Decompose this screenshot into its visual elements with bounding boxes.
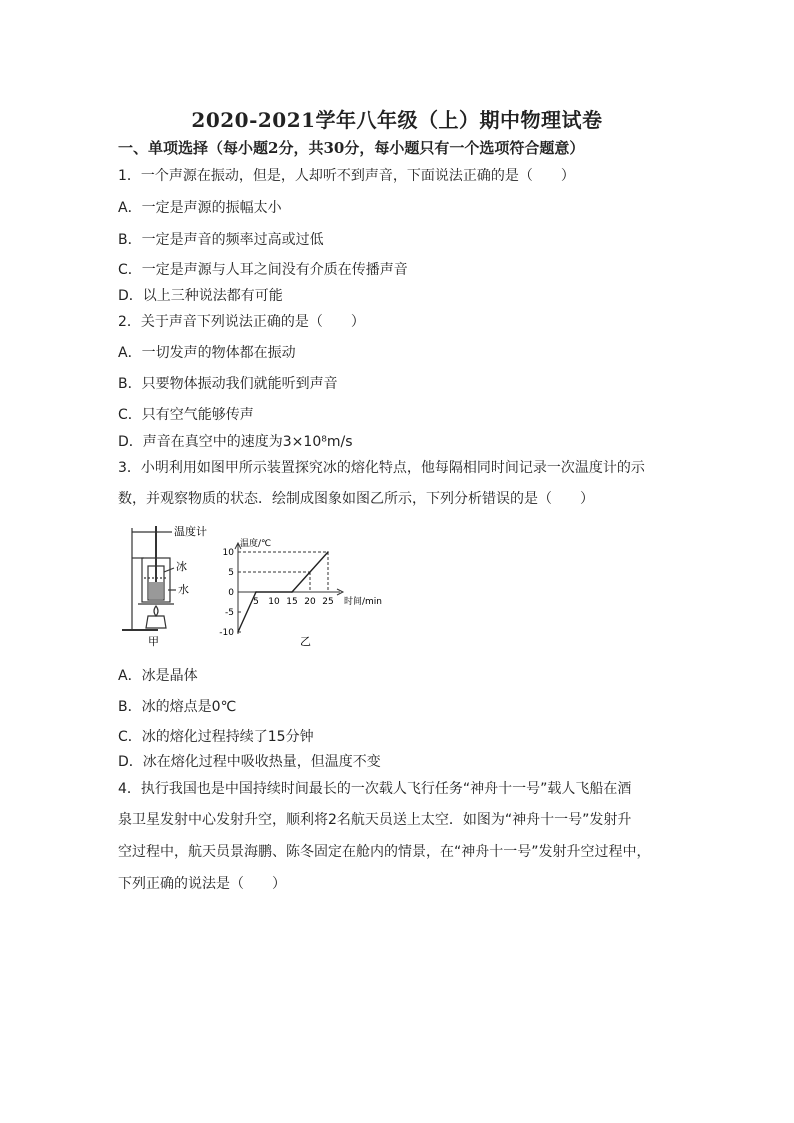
x-tick-label: 15 (286, 597, 298, 607)
ice-pointer (164, 568, 174, 572)
series-point (255, 591, 257, 593)
label-yi: 乙 (300, 635, 311, 648)
x-axis-label: 时间/min (344, 597, 383, 607)
y-tick-label: -5 (225, 608, 234, 618)
label-thermometer: 温度计 (174, 525, 207, 538)
label-ice: 冰 (176, 560, 187, 573)
q1-option-b: B．一定是声音的频率过高或过低 (118, 232, 324, 248)
x-tick-label: 5 (253, 597, 259, 607)
x-tick-label: 10 (268, 597, 280, 607)
y-tick-label: 10 (222, 548, 234, 558)
q3-figure (118, 520, 428, 650)
series-point (237, 631, 239, 633)
q4-line1: 4．执行我国也是中国持续时间最长的一次载人飞行任务“神舟十一号”载人飞船在酒 (118, 781, 632, 797)
q4-line3: 空过程中，航天员景海鹏、陈冬固定在舱内的情景，在“神舟十一号”发射升空过程中， (118, 844, 651, 860)
page-title: 2020-2021学年八年级（上）期中物理试卷 (191, 108, 603, 132)
q3-figure-svg (118, 520, 428, 650)
y-tick-label: 5 (228, 568, 234, 578)
q2-option-d: D．声音在真空中的速度为3×10⁸m/s (118, 434, 353, 450)
x-tick-label: 20 (304, 597, 316, 607)
q2-option-b: B．只要物体振动我们就能听到声音 (118, 376, 338, 392)
y-tick-label: -10 (219, 628, 234, 638)
q3-option-a: A．冰是晶体 (118, 668, 198, 684)
q1-option-a: A．一定是声源的振幅太小 (118, 200, 282, 216)
q3-option-c: C．冰的熔化过程持续了15分钟 (118, 729, 314, 745)
label-water: 水 (178, 583, 189, 596)
q2-stem: 2．关于声音下列说法正确的是（ ） (118, 314, 365, 330)
q2-option-c: C．只有空气能够传声 (118, 407, 254, 423)
q1-option-d: D．以上三种说法都有可能 (118, 288, 283, 304)
alcohol-lamp (146, 616, 166, 628)
y-tick-label: 0 (228, 588, 234, 598)
q3-stem-line1: 3．小明利用如图甲所示装置探究冰的熔化特点，他每隔相同时间记录一次温度计的示 (118, 460, 645, 476)
q3-option-b: B．冰的熔点是0℃ (118, 699, 237, 715)
q1-option-c: C．一定是声源与人耳之间没有介质在传播声音 (118, 262, 408, 278)
q4-line4: 下列正确的说法是（ ） (118, 876, 286, 892)
q4-line2: 泉卫星发射中心发射升空，顺利将2名航天员送上太空．如图为“神舟十一号”发射升 (118, 812, 632, 828)
temperature-chart (219, 537, 382, 638)
flame (154, 606, 158, 616)
q3-stem-line2: 数，并观察物质的状态．绘制成图象如图乙所示，下列分析错误的是（ ） (118, 491, 594, 507)
ice-chunks (149, 582, 163, 599)
x-tick-label: 25 (322, 597, 334, 607)
q3-option-d: D．冰在熔化过程中吸收热量，但温度不变 (118, 754, 381, 770)
q2-option-a: A．一切发声的物体都在振动 (118, 345, 296, 361)
q1-stem: 1．一个声源在振动，但是，人却听不到声音，下面说法正确的是（ ） (118, 168, 575, 184)
label-jia: 甲 (148, 635, 159, 648)
series-point (291, 591, 293, 593)
section-heading: 一、单项选择（每小题2分，共30分，每小题只有一个选项符合题意） (118, 139, 585, 157)
series-point (327, 551, 329, 553)
apparatus-illustration (122, 526, 176, 630)
y-axis-label: 温度/℃ (240, 539, 272, 549)
